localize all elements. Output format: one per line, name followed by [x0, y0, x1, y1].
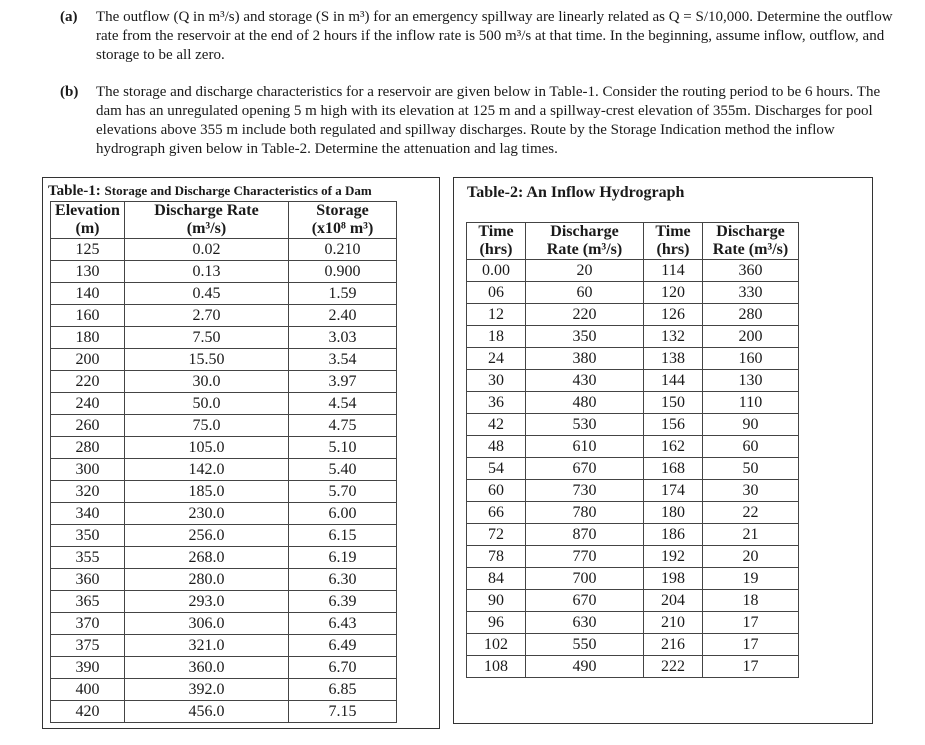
table1-row: [51, 305, 397, 327]
table2-header-line: Rate (m³/s): [546, 241, 623, 258]
table1-row: [51, 503, 397, 525]
table2-header-discharge-2: [703, 223, 799, 260]
table2-header-line: (hrs): [656, 241, 690, 258]
table2-row-cell: 770: [526, 546, 644, 568]
table2-row-cell: 50: [703, 458, 799, 480]
table2-row-cell: 30: [467, 370, 526, 392]
table2-row-cell: 60: [526, 282, 644, 304]
table2-row-cell: 120: [644, 282, 703, 304]
table1-row-cell: 6.70: [289, 657, 397, 679]
table2-row-cell: 630: [526, 612, 644, 634]
table2-row: [467, 436, 799, 458]
table2-header-line: Discharge: [716, 223, 785, 240]
table2-row-cell: 550: [526, 634, 644, 656]
table1-row: [51, 591, 397, 613]
table2-row: [467, 260, 799, 282]
table1-row-cell: 268.0: [125, 547, 289, 569]
table1-row-cell: 392.0: [125, 679, 289, 701]
table2-row-cell: 22: [703, 502, 799, 524]
table1-row-cell: 6.49: [289, 635, 397, 657]
table2-row-cell: 30: [703, 480, 799, 502]
table2-row: [467, 304, 799, 326]
table1-row-cell: 1.59: [289, 283, 397, 305]
table1-row-cell: 350: [51, 525, 125, 547]
table2-row-cell: 60: [703, 436, 799, 458]
table2-row-cell: 18: [467, 326, 526, 348]
table1-row: [51, 371, 397, 393]
table2-header-line: (hrs): [479, 241, 513, 258]
table2-row: [467, 568, 799, 590]
table1-row-cell: 75.0: [125, 415, 289, 437]
table1-row-cell: 142.0: [125, 459, 289, 481]
table2-row-cell: 204: [644, 590, 703, 612]
table2-row-cell: 24: [467, 348, 526, 370]
table2-row-cell: 48: [467, 436, 526, 458]
table1-row-cell: 2.40: [289, 305, 397, 327]
table2-header-line: Time: [655, 223, 691, 240]
table2-row-cell: 132: [644, 326, 703, 348]
table2-row-cell: 700: [526, 568, 644, 590]
table1-row-cell: 360.0: [125, 657, 289, 679]
table2-row-cell: 200: [703, 326, 799, 348]
table2-row: [467, 282, 799, 304]
table1-header-line: (x10⁸ m³): [311, 220, 374, 237]
table1-row-cell: 6.85: [289, 679, 397, 701]
table2-header-line: Time: [478, 223, 514, 240]
table1-row-cell: 370: [51, 613, 125, 635]
table2-row-cell: 96: [467, 612, 526, 634]
table1-row-cell: 321.0: [125, 635, 289, 657]
table2-row-cell: 168: [644, 458, 703, 480]
table2-row-cell: 156: [644, 414, 703, 436]
table1-row-cell: 260: [51, 415, 125, 437]
table2-row: [467, 414, 799, 436]
table2-row-cell: 19: [703, 568, 799, 590]
table1-row-cell: 375: [51, 635, 125, 657]
table2-row-cell: 480: [526, 392, 644, 414]
table2-row-cell: 60: [467, 480, 526, 502]
table2-row-cell: 21: [703, 524, 799, 546]
table2-header-discharge: [526, 223, 644, 260]
table1-row-cell: 320: [51, 481, 125, 503]
table2-row-cell: 18: [703, 590, 799, 612]
table2-row-cell: 670: [526, 458, 644, 480]
table2-row-cell: 108: [467, 656, 526, 678]
table1-row-cell: 3.97: [289, 371, 397, 393]
table1-caption: [48, 183, 372, 200]
table1-row-cell: 7.15: [289, 701, 397, 723]
table1-caption-label: Table-1:: [48, 183, 101, 199]
table1-row-cell: 256.0: [125, 525, 289, 547]
table1-row-cell: 4.54: [289, 393, 397, 415]
table2-row-cell: 360: [703, 260, 799, 282]
table1-row-cell: 30.0: [125, 371, 289, 393]
table2-row-cell: 54: [467, 458, 526, 480]
table2-row-cell: 0.00: [467, 260, 526, 282]
table1-row: [51, 437, 397, 459]
table2-row-cell: 66: [467, 502, 526, 524]
table1-row-cell: 3.54: [289, 349, 397, 371]
table1-row-cell: 5.70: [289, 481, 397, 503]
table1-row-cell: 0.45: [125, 283, 289, 305]
table2-row-cell: 730: [526, 480, 644, 502]
table1-header-row: [51, 202, 397, 239]
table2-row: [467, 634, 799, 656]
table2-row-cell: 530: [526, 414, 644, 436]
table1-row-cell: 4.75: [289, 415, 397, 437]
table1-row-cell: 293.0: [125, 591, 289, 613]
part-b-text: The storage and discharge characteristics for a reservoir are given below in Table-1. Consider the routing period to be 6 hours. The dam has an unregulated opening 5 m high with its elevation at 125 m and a spillway-crest elevation of 355m. Discharges for pool elevations above 355 m include both regulated and spillway discharges. Route by the Storage Indication method the inflow hydrograph given below in Table-2. Determine the attenuation and lag times.: [96, 84, 881, 157]
table1-row-cell: 180: [51, 327, 125, 349]
table1-header-elevation: [51, 202, 125, 239]
question-part-b: [60, 83, 900, 159]
table1-row-cell: 6.39: [289, 591, 397, 613]
table1-header-line: Discharge Rate: [154, 202, 259, 219]
table2-row: [467, 590, 799, 612]
table2-row: [467, 326, 799, 348]
table2-header-row: [467, 223, 799, 260]
table2-body: [467, 260, 799, 678]
table1-row-cell: 360: [51, 569, 125, 591]
table1-row-cell: 140: [51, 283, 125, 305]
table1-header-line: (m³/s): [186, 220, 227, 237]
table2-row: [467, 458, 799, 480]
table1-row: [51, 459, 397, 481]
table1-row: [51, 481, 397, 503]
table1-row-cell: 0.900: [289, 261, 397, 283]
table1-header-storage: [289, 202, 397, 239]
table1-row: [51, 547, 397, 569]
table2-row-cell: 90: [703, 414, 799, 436]
table2-row: [467, 480, 799, 502]
table1-header-line: (m): [75, 220, 100, 237]
table1-row-cell: 105.0: [125, 437, 289, 459]
table2-row-cell: 430: [526, 370, 644, 392]
table1-row-cell: 0.13: [125, 261, 289, 283]
table1-row-cell: 230.0: [125, 503, 289, 525]
table2-row: [467, 546, 799, 568]
table1-row-cell: 15.50: [125, 349, 289, 371]
table2-row-cell: 138: [644, 348, 703, 370]
table2-row-cell: 280: [703, 304, 799, 326]
table1-row: [51, 701, 397, 723]
table2-row: [467, 524, 799, 546]
table2-row-cell: 06: [467, 282, 526, 304]
table1-row-cell: 280.0: [125, 569, 289, 591]
table2-row: [467, 656, 799, 678]
part-a-label: (a): [60, 9, 78, 25]
table2-row-cell: 610: [526, 436, 644, 458]
table1-row-cell: 240: [51, 393, 125, 415]
table1-row-cell: 3.03: [289, 327, 397, 349]
table2-row-cell: 12: [467, 304, 526, 326]
table2-row-cell: 78: [467, 546, 526, 568]
table1-row-cell: 185.0: [125, 481, 289, 503]
table2-header-time-2: [644, 223, 703, 260]
table2-row-cell: 20: [526, 260, 644, 282]
table1-row-cell: 125: [51, 239, 125, 261]
table1-row-cell: 6.00: [289, 503, 397, 525]
table2-row: [467, 370, 799, 392]
table2-row-cell: 380: [526, 348, 644, 370]
table2-row-cell: 20: [703, 546, 799, 568]
table1-row-cell: 456.0: [125, 701, 289, 723]
table2-row-cell: 36: [467, 392, 526, 414]
table2-row-cell: 130: [703, 370, 799, 392]
part-a-text: The outflow (Q in m³/s) and storage (S in m³) for an emergency spillway are linearly related as Q = S/10,000. Determine the outflow rate from the reservoir at the end of 2 hours if the inflow rate is 500 m³/s at that time. In the beginning, assume inflow, outflow, and storage to be all zero.: [96, 9, 893, 63]
table1-frame: [42, 177, 440, 729]
table2-row-cell: 330: [703, 282, 799, 304]
table1-row-cell: 2.70: [125, 305, 289, 327]
table1-row: [51, 283, 397, 305]
question-part-a: [60, 8, 900, 65]
table2-row-cell: 17: [703, 656, 799, 678]
table1-row: [51, 393, 397, 415]
table1-row-cell: 420: [51, 701, 125, 723]
table2-row-cell: 222: [644, 656, 703, 678]
table1-row-cell: 306.0: [125, 613, 289, 635]
inflow-hydrograph-table: [466, 222, 799, 678]
table2-row-cell: 870: [526, 524, 644, 546]
table2-row-cell: 490: [526, 656, 644, 678]
table2-header-line: Rate (m³/s): [712, 241, 789, 258]
part-b-label: (b): [60, 84, 79, 100]
table2-row-cell: 110: [703, 392, 799, 414]
table1-row-cell: 200: [51, 349, 125, 371]
table2-row: [467, 612, 799, 634]
table1-row-cell: 160: [51, 305, 125, 327]
table2-row-cell: 174: [644, 480, 703, 502]
table1-row: [51, 635, 397, 657]
table1-row-cell: 365: [51, 591, 125, 613]
table1-row-cell: 300: [51, 459, 125, 481]
table1-row: [51, 349, 397, 371]
table2-row-cell: 780: [526, 502, 644, 524]
table1-row-cell: 6.15: [289, 525, 397, 547]
table2-row-cell: 84: [467, 568, 526, 590]
table2-row-cell: 90: [467, 590, 526, 612]
table1-row: [51, 415, 397, 437]
table1-row: [51, 239, 397, 261]
storage-discharge-table: [50, 201, 397, 723]
table1-header-discharge: [125, 202, 289, 239]
table1-body: [51, 239, 397, 723]
table1-row: [51, 679, 397, 701]
table2-caption: Table-2: An Inflow Hydrograph: [467, 184, 685, 201]
table2-row-cell: 210: [644, 612, 703, 634]
table1-row: [51, 261, 397, 283]
table1-row-cell: 390: [51, 657, 125, 679]
table2-row-cell: 186: [644, 524, 703, 546]
table1-row: [51, 569, 397, 591]
table1-row-cell: 6.30: [289, 569, 397, 591]
table2-row: [467, 348, 799, 370]
table2-row-cell: 216: [644, 634, 703, 656]
table2-row-cell: 220: [526, 304, 644, 326]
table1-row: [51, 613, 397, 635]
table1-row-cell: 7.50: [125, 327, 289, 349]
table2-row-cell: 150: [644, 392, 703, 414]
table2-frame: [453, 177, 873, 724]
table2-row-cell: 42: [467, 414, 526, 436]
table1-row-cell: 6.43: [289, 613, 397, 635]
table2-row-cell: 670: [526, 590, 644, 612]
table1-row-cell: 400: [51, 679, 125, 701]
table2-row: [467, 502, 799, 524]
table1-row: [51, 657, 397, 679]
table2-row: [467, 392, 799, 414]
table1-row-cell: 0.02: [125, 239, 289, 261]
table2-row-cell: 17: [703, 612, 799, 634]
table2-row-cell: 114: [644, 260, 703, 282]
table1-row: [51, 525, 397, 547]
table2-row-cell: 126: [644, 304, 703, 326]
table2-row-cell: 17: [703, 634, 799, 656]
table2-row-cell: 350: [526, 326, 644, 348]
table2-row-cell: 160: [703, 348, 799, 370]
table1-row-cell: 6.19: [289, 547, 397, 569]
table1-row-cell: 355: [51, 547, 125, 569]
table2-header-line: Discharge: [550, 223, 619, 240]
table1-row-cell: 130: [51, 261, 125, 283]
table2-row-cell: 102: [467, 634, 526, 656]
table2-header-time: [467, 223, 526, 260]
table1-row-cell: 220: [51, 371, 125, 393]
table2-row-cell: 198: [644, 568, 703, 590]
table2-row-cell: 192: [644, 546, 703, 568]
table2-row-cell: 144: [644, 370, 703, 392]
table1-header-line: Storage: [316, 202, 369, 219]
table1-row-cell: 280: [51, 437, 125, 459]
table1-row-cell: 340: [51, 503, 125, 525]
table1-row: [51, 327, 397, 349]
table2-row-cell: 72: [467, 524, 526, 546]
table1-row-cell: 5.10: [289, 437, 397, 459]
table1-row-cell: 50.0: [125, 393, 289, 415]
table1-row-cell: 0.210: [289, 239, 397, 261]
table1-header-line: Elevation: [55, 202, 120, 219]
table1-row-cell: 5.40: [289, 459, 397, 481]
table1-caption-text: Storage and Discharge Characteristics of a Dam: [104, 183, 372, 198]
table2-row-cell: 180: [644, 502, 703, 524]
table2-row-cell: 162: [644, 436, 703, 458]
